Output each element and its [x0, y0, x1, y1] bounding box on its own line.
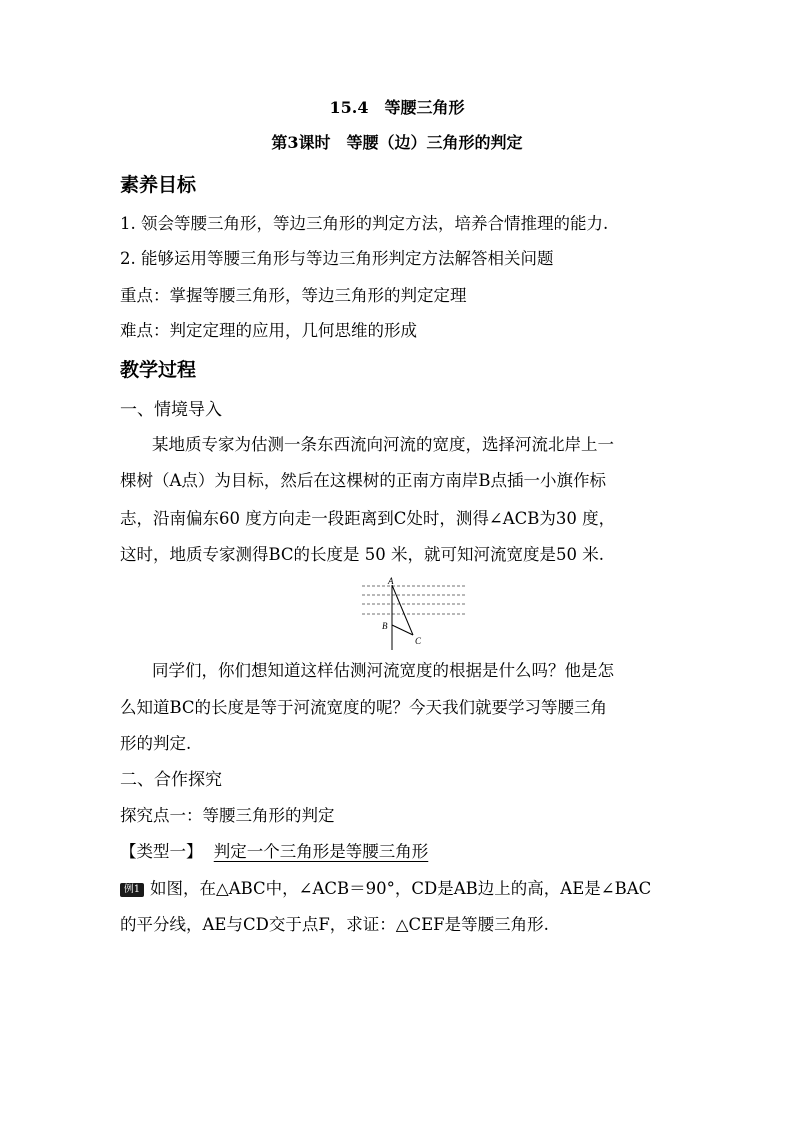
intro-line-3: 志，沿南偏东60 度方向走一段距离到C处时，测得∠ACB为30 度，	[120, 509, 616, 528]
goal-item-1: 1. 领会等腰三角形，等边三角形的判定方法，培养合情推理的能力.	[120, 214, 609, 233]
example-line-1	[120, 878, 651, 900]
label-a: A	[388, 576, 394, 586]
difficult-point: 难点：判定定理的应用，几何思维的形成	[120, 321, 417, 340]
label-b: B	[382, 621, 388, 631]
segment-ac	[392, 585, 413, 635]
example-text-1: 如图，在△ABC中，∠ACB＝90°，CD是AB边上的高，AE是∠BAC	[150, 879, 652, 898]
explore-point: 探究点一：等腰三角形的判定	[120, 806, 335, 825]
intro-line-4: 这时，地质专家测得BC的长度是 50 米，就可知河流宽度是50 米.	[120, 545, 605, 564]
label-c: C	[415, 636, 422, 646]
intro-line-1: 某地质专家为估测一条东西流向河流的宽度，选择河流北岸上一	[152, 435, 614, 454]
intro-line-2: 棵树（A点）为目标，然后在这棵树的正南方南岸B点插一小旗作标	[120, 471, 607, 490]
type-heading	[120, 841, 428, 863]
process-heading: 教学过程	[120, 359, 197, 381]
example-line-2: 的平分线，AE与CD交于点F，求证：△CEF是等腰三角形.	[120, 915, 549, 934]
question-line-3: 形的判定.	[120, 734, 192, 753]
river-figure	[360, 575, 468, 650]
example-badge: 例1	[120, 883, 144, 897]
question-line-1: 同学们，你们想知道这样估测河流宽度的根据是什么吗？他是怎	[152, 661, 614, 680]
section1-heading: 一、情境导入	[120, 400, 222, 420]
section2-heading: 二、合作探究	[120, 770, 222, 790]
type-title: 判定一个三角形是等腰三角形	[213, 842, 429, 861]
type-label: 【类型一】	[120, 842, 203, 861]
page-subtitle: 第3课时 等腰（边）三角形的判定	[271, 133, 523, 152]
goal-item-2: 2. 能够运用等腰三角形与等边三角形判定方法解答相关问题	[120, 249, 554, 268]
goals-heading: 素养目标	[120, 174, 197, 196]
question-line-2: 么知道BC的长度是等于河流宽度的呢？今天我们就要学习等腰三角	[120, 698, 608, 717]
page-title: 15.4 等腰三角形	[329, 98, 465, 117]
key-point: 重点：掌握等腰三角形，等边三角形的判定定理	[120, 286, 467, 305]
